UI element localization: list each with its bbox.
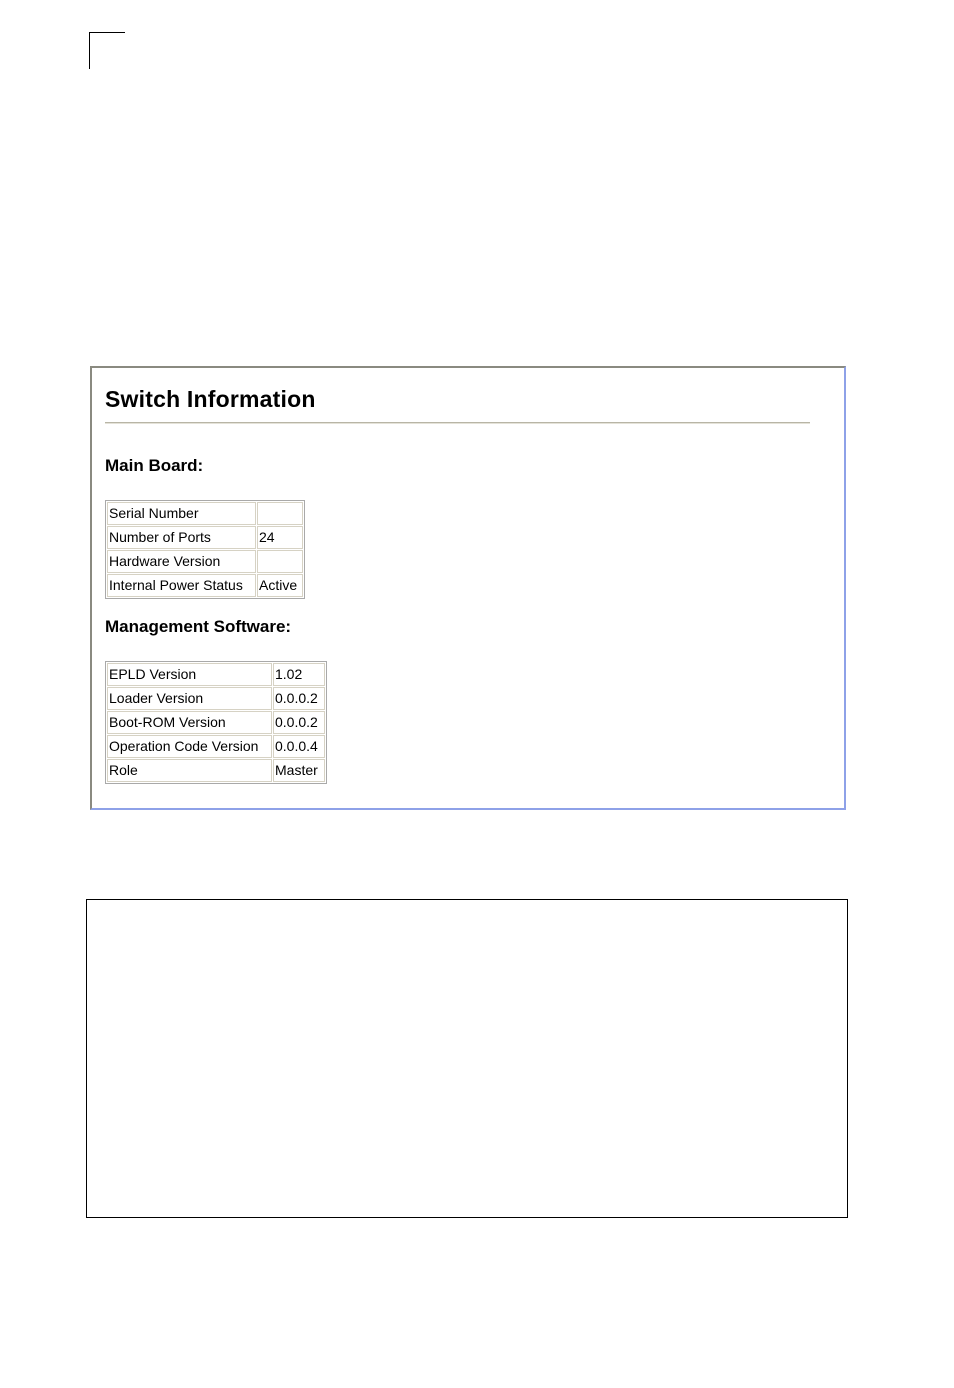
internal-power-status-label: Internal Power Status — [107, 574, 256, 597]
table-row — [107, 663, 325, 686]
serial-number-value — [257, 502, 303, 525]
empty-content-box — [86, 899, 848, 1218]
hardware-version-label: Hardware Version — [107, 550, 256, 573]
title-divider — [105, 422, 810, 424]
epld-version-label: EPLD Version — [107, 663, 272, 686]
hardware-version-value — [257, 550, 303, 573]
crop-mark — [89, 32, 125, 69]
epld-version-value: 1.02 — [273, 663, 325, 686]
management-software-table — [105, 661, 327, 784]
switch-information-panel — [90, 366, 846, 810]
page-title: Switch Information — [105, 386, 316, 412]
role-value: Master — [273, 759, 325, 782]
role-label: Role — [107, 759, 272, 782]
serial-number-label: Serial Number — [107, 502, 256, 525]
boot-rom-version-label: Boot-ROM Version — [107, 711, 272, 734]
loader-version-label: Loader Version — [107, 687, 272, 710]
main-board-heading: Main Board: — [105, 456, 204, 475]
management-software-heading: Management Software: — [105, 617, 292, 636]
main-board-table — [105, 500, 305, 599]
loader-version-value: 0.0.0.2 — [273, 687, 325, 710]
table-row — [107, 759, 325, 782]
operation-code-version-value: 0.0.0.4 — [273, 735, 325, 758]
table-row — [107, 550, 303, 573]
table-row — [107, 526, 303, 549]
table-row — [107, 711, 325, 734]
number-of-ports-label: Number of Ports — [107, 526, 256, 549]
number-of-ports-value: 24 — [257, 526, 303, 549]
table-row — [107, 502, 303, 525]
operation-code-version-label: Operation Code Version — [107, 735, 272, 758]
boot-rom-version-value: 0.0.0.2 — [273, 711, 325, 734]
table-row — [107, 574, 303, 597]
table-row — [107, 687, 325, 710]
internal-power-status-value: Active — [257, 574, 303, 597]
table-row — [107, 735, 325, 758]
